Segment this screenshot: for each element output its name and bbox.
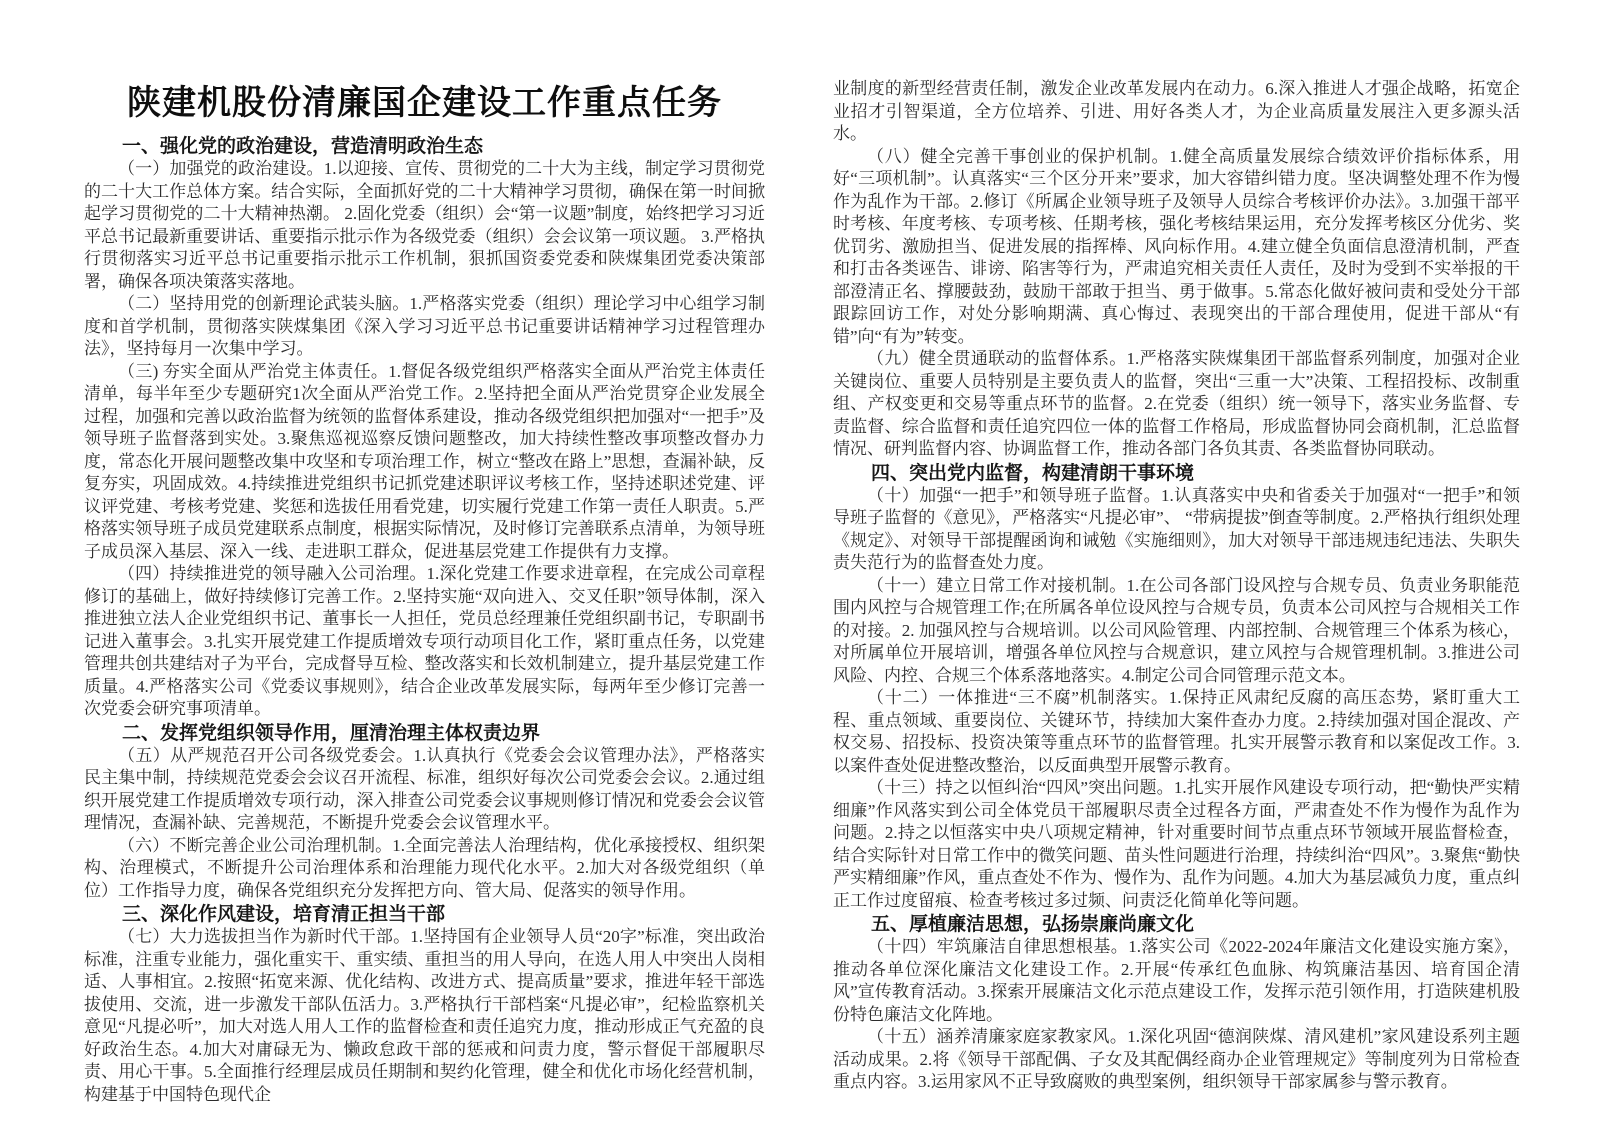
paragraph-15: （十五）涵养清廉家庭家教家风。1.深化巩固“德润陕煤、清风建机”家风建设系列主题活动成果。2.将《领导干部配偶、子女及其配偶经商办企业管理规定》等制度列为日常检查重点内容。3.运用家风不正导致腐败的典型案例，组织领导干部家属参与警示教育。: [833, 1027, 1520, 1091]
left-column: [84, 84, 765, 1106]
paragraph-2: （二）坚持用党的创新理论武装头脑。1.严格落实党委（组织）理论学习中心组学习制度和首学机制，贯彻落实陕煤集团《深入学习习近平总书记重要讲话精神学习过程管理办法》，坚持每月一次集中学习。: [84, 294, 765, 358]
paragraph-13: （十三）持之以恒纠治“四风”突出问题。1.扎实开展作风建设专项行动，把“勤快严实精细廉”作风落实到公司全体党员干部履职尽责全过程各方面，严肃查处不作为慢作为乱作为问题。2.持之以恒落实中央八项规定精神，针对重要时间节点重点环节领域开展监督检查，结合实际针对日常工作中的微笑问题、苗头性问题进行治理，持续纠治“四风”。3.聚焦“勤快严实精细廉”作风，重点查处不作为、慢作为、乱作为问题。4.加大为基层减负力度，重点纠正工作过度留痕、检查考核过多过频、问责泛化简单化等问题。: [833, 778, 1520, 910]
document-title: 陕建机股份清廉国企建设工作重点任务: [127, 84, 722, 122]
section-heading-3: 三、深化作风建设，培育清正担当干部: [122, 904, 446, 925]
paragraph-14: （十四）牢筑廉洁自律思想根基。1.落实公司《2022-2024年廉洁文化建设实施方案》，推动各单位深化廉洁文化建设工作。2.开展“传承红色血脉、构筑廉洁基因、培育国企清风”宣传教育活动。3.探索开展廉洁文化示范点建设工作，发挥示范引领作用，打造陕建机股份特色廉洁文化阵地。: [833, 937, 1520, 1024]
paragraph-4: （四）持续推进党的领导融入公司治理。1.深化党建工作要求进章程，在完成公司章程修订的基础上，做好持续修订完善工作。2.坚持实施“双向进入、交叉任职”领导体制，深入推进独立法人企业党组织书记、董事长一人担任，党员总经理兼任党组织副书记，专职副书记进入董事会。3.扎实开展党建工作提质增效专项行动项目化工作，紧盯重点任务，以党建管理共创共建结对子为平台，完成督导互检、整改落实和长效机制建立，提升基层党建工作质量。4.严格落实公司《党委议事规则》，结合企业改革发展实际，每两年至少修订完善一次党委会研究事项清单。: [84, 564, 765, 718]
paragraph-9: （九）健全贯通联动的监督体系。1.严格落实陕煤集团干部监督系列制度，加强对企业关键岗位、重要人员特别是主要负责人的监督，突出“三重一大”决策、工程招投标、改制重组、产权变更和交易等重点环节的监督。2.在党委（组织）统一领导下，落实业务监督、专责监督、综合监督和责任追究四位一体的监督工作格局，形成监督协同会商机制，汇总监督情况、研判监督内容、协调监督工作，推动各部门各负其责、各类监督协同联动。: [833, 349, 1520, 458]
right-column: [833, 78, 1520, 1094]
paragraph-11: （十一）建立日常工作对接机制。1.在公司各部门设风控与合规专员、负责业务职能范围内风控与合规管理工作;在所属各单位设风控与合规专员，负责本公司风控与合规相关工作的对接。2. 加强风控与合规培训。以公司风险管理、内部控制、合规管理三个体系为核心，对所属单位开展培训，增强各单位风控与合规意识，建立风控与合规管理机制。3.推进公司风险、内控、合规三个体系落地落实。4.制定公司合同管理示范文本。: [833, 575, 1520, 685]
section-heading-1: 一、强化党的政治建设，营造清明政治生态: [122, 136, 484, 157]
paragraph-3: （三) 夯实全面从严治党主体责任。1.督促各级党组织严格落实全面从严治党主体责任清单，每半年至少专题研究1次全面从严治党工作。2.坚持把全面从严治党贯穿企业发展全过程，加强和完善以政治监督为统领的监督体系建设，推动各级党组织把加强对“一把手”及领导班子监督落到实处。3.聚焦巡视巡察反馈问题整改，加大持续性整改事项整改督办力度，常态化开展问题整改集中攻坚和专项治理工作，树立“整改在路上”思想，查漏补缺，反复夯实，巩固成效。4.持续推进党组织书记抓党建述职评议考核工作，坚持述职述党建、评议评党建、考核考党建、奖惩和选拔任用看党建，切实履行党建工作第一责任人职责。5.严格落实领导班子成员党建联系点制度，根据实际情况，及时修订完善联系点清单，为领导班子成员深入基层、深入一线、走进职工群众，促进基层党建工作提供有力支撑。: [84, 361, 765, 561]
paragraph-7: （七）大力选拔担当作为新时代干部。1.坚持国有企业领导人员“20字”标准，突出政治标准，注重专业能力，强化重实干、重实绩、重担当的用人导向，在选人用人中突出人岗相适、人事相宜。2.按照“拓宽来源、优化结构、改进方式、提高质量”要求，推进年轻干部选拔使用、交流，进一步激发干部队伍活力。3.严格执行干部档案“凡提必审”，纪检监察机关意见“凡提必听”，加大对选人用人工作的监督检查和责任追究力度，推动形成正气充盈的良好政治生态。4.加大对庸碌无为、懒政怠政干部的惩戒和问责力度，警示督促干部履职尽责、用心干事。5.全面推行经理层成员任期制和契约化管理，健全和优化市场化经营机制，构建基于中国特色现代企: [84, 927, 765, 1104]
section-heading-4: 四、突出党内监督，构建清朗干事环境: [871, 462, 1195, 484]
paragraph-7-continuation: 业制度的新型经营责任制，激发企业改革发展内在动力。6.深入推进人才强企战略，拓宽企业招才引智渠道，全方位培养、引进、用好各类人才，为企业高质量发展注入更多源头活水。: [833, 79, 1520, 143]
section-heading-5: 五、厚植廉洁思想，弘扬崇廉尚廉文化: [871, 914, 1195, 935]
paragraph-8: （八）健全完善干事创业的保护机制。1.健全高质量发展综合绩效评价指标体系，用好“三项机制”。认真落实“三个区分开来”要求，加大容错纠错力度。坚决调整处理不作为慢作为乱作为干部。2.修订《所属企业领导班子及领导人员综合考核评价办法》。3.加强干部平时考核、年度考核、专项考核、任期考核，强化考核结果运用，充分发挥考核区分优劣、奖优罚劣、激励担当、促进发展的指挥棒、风向标作用。4.建立健全负面信息澄清机制，严查和打击各类诬告、诽谤、陷害等行为，严肃追究相关责任人责任，及时为受到不实举报的干部澄清正名、撑腰鼓劲，鼓励干部敢于担当、勇于做事。5.常态化做好被问责和受处分干部跟踪回访工作，对处分影响期满、真心悔过、表现突出的干部合理使用，促进干部从“有错”向“有为”转变。: [833, 146, 1520, 346]
paragraph-6: （六）不断完善企业公司治理机制。1.全面完善法人治理结构，优化承接授权、组织架构、治理模式，不断提升公司治理体系和治理能力现代化水平。2.加大对各级党组织（单位）工作指导力度，确保各党组织充分发挥把方向、管大局、促落实的领导作用。: [84, 835, 765, 900]
section-heading-2: 二、发挥党组织领导作用，厘清治理主体权责边界: [122, 722, 541, 744]
paragraph-1: （一）加强党的政治建设。1.以迎接、宣传、贯彻党的二十大为主线，制定学习贯彻党的二十大工作总体方案。结合实际，全面抓好党的二十大精神学习贯彻，确保在第一时间掀起学习贯彻党的二十大精神热潮。 2.固化党委（组织）会“第一议题”制度，始终把学习习近平总书记最新重要讲话、重要指示批示作为各级党委（组织）会会议第一项议题。 3.严格执行贯彻落实习近平总书记重要指示批示工作机制，狠抓国资委党委和陕煤集团党委决策部署，确保各项决策落实落地。: [84, 159, 765, 291]
paragraph-10: （十）加强“一把手”和领导班子监督。1.认真落实中央和省委关于加强对“一把手”和领导班子监督的《意见》，严格落实“凡提必审”、 “带病提拔”倒查等制度。2.严格执行组织处理《规定》、对领导干部提醒函询和诫勉《实施细则》，加大对领导干部违规违纪违法、失职失责失范行为的监督查处力度。: [833, 485, 1520, 572]
paragraph-5: （五）从严规范召开公司各级党委会。1.认真执行《党委会会议管理办法》，严格落实民主集中制，持续规范党委会会议召开流程、标准，组织好每次公司党委会会议。2.通过组织开展党建工作提质增效专项行动，深入排查公司党委会议事规则修订情况和党委会会议管理情况，查漏补缺、完善规范，不断提升党委会会议管理水平。: [84, 745, 765, 832]
paragraph-12: （十二）一体推进“三不腐”机制落实。1.保持正风肃纪反腐的高压态势，紧盯重大工程、重点领域、重要岗位、关键环节，持续加大案件查办力度。2.持续加强对国企混改、产权交易、招投标、投资决策等重点环节的监督管理。扎实开展警示教育和以案促改工作。3.以案件查处促进整改整治，以反面典型开展警示教育。: [833, 688, 1520, 775]
